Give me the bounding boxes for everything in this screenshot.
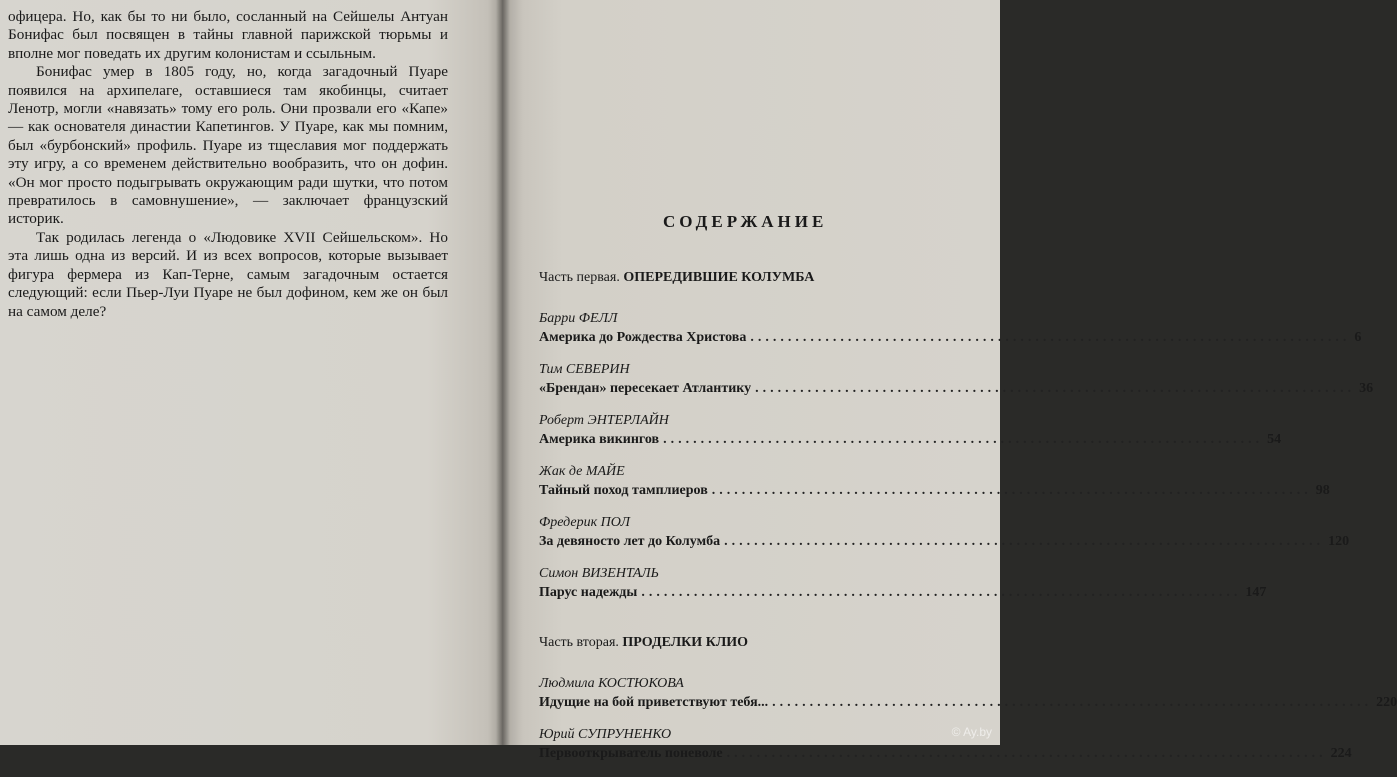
toc-line [539,693,1397,713]
toc-author: Юрий СУПРУНЕНКО [539,727,672,742]
dot-leader: ................................................................................ [750,330,1351,345]
dot-leader: ................................................................................ [641,585,1242,600]
toc-page-number: 220 [1376,695,1397,710]
toc-author: Фредерик ПОЛ [539,515,630,530]
toc-page-number: 120 [1328,534,1350,549]
dot-leader: ................................................................................ [724,534,1325,549]
table-of-contents [539,270,1397,777]
toc-line [539,481,1330,501]
left-page [0,0,503,745]
toc-author: Тим СЕВЕРИН [539,362,630,377]
toc-author: Барри ФЕЛЛ [539,311,618,326]
toc-line [539,379,1374,399]
toc-title-text: Идущие на бой приветствуют тебя... [539,695,769,710]
toc-line [539,328,1362,348]
toc-title-text: За девяносто лет до Колумба [539,534,721,549]
body-text [8,8,448,321]
toc-entry [539,361,1374,399]
toc-author: Роберт ЭНТЕРЛАЙН [539,413,669,428]
dot-leader: ................................................................................ [726,746,1327,761]
toc-line [539,744,1352,764]
part-heading-1 [539,270,975,288]
right-page [503,0,1397,761]
toc-title-text: «Брендан» пересекает Атлантику [539,381,752,396]
toc-entry [539,565,1267,603]
toc-title-text: Америка до Рождества Христова [539,330,747,345]
toc-entry [539,675,1397,713]
part-prefix: Часть вторая. [539,635,619,650]
paragraph: Так родилась легенда о «Людовике XVII Сейшельском». Но эта лишь одна из версий. И из всех вопросов, которые вызывает фигура фермера из Кап-Терне, самым загадочным остается следующий: если Пьер-Луи Пуаре не был дофином, кем же он был на самом деле? [8,228,448,320]
paragraph: Бонифас умер в 1805 году, но, когда загадочный Пуаре появился на архипелаге, оставшиеся там якобинцы, считает Ленотр, могли «навязать» тому его роль. Они прозвали его «Капе» — как основателя династии Капетингов. У Пуаре, как мы помним, был «бурбонский» профиль. Пуаре из тщеславия мог поддержать эту игру, а со временем действительно вообразить, что он дофин. «Он мог просто подыгрывать окружающим ради шутки, что потом превратилось в самовнушение», — заключает французский историк. [8,63,448,228]
part2-entries [539,675,1397,764]
toc-line [539,583,1267,603]
toc-line [539,430,1282,450]
toc-entry [539,412,1282,450]
part-heading-2 [539,635,975,653]
dot-leader: ................................................................................ [755,381,1356,396]
toc-author: Жак де МАЙЕ [539,464,625,479]
paragraph: офицера. Но, как бы то ни было, сосланный на Сейшелы Антуан Бонифас был посвящен в тайны главной парижской тюрьмы и вполне мог поведать их другим колонистам и ссыльным. [8,8,448,62]
watermark: © Ay.by [951,725,992,739]
toc-entry [539,463,1330,501]
toc-page-number: 54 [1267,432,1282,447]
toc-title-text: Америка викингов [539,432,660,447]
toc-page-number: 224 [1330,746,1352,761]
part1-entries [539,310,1374,603]
dot-leader: ................................................................................ [711,483,1312,498]
part-name: ПРОДЕЛКИ КЛИО [622,635,749,650]
dot-leader: ................................................................................ [663,432,1264,447]
toc-entry [539,726,1352,764]
book-spine [496,0,510,745]
part-prefix: Часть первая. [539,270,620,285]
toc-page-number: 98 [1315,483,1330,498]
toc-title-text: Парус надежды [539,585,638,600]
toc-title-text: Первооткрыватель поневоле [539,746,723,761]
toc-page-number: 147 [1245,585,1267,600]
toc-entry [539,310,1362,348]
toc-line [539,532,1350,552]
toc-author: Симон ВИЗЕНТАЛЬ [539,566,659,581]
toc-author: Людмила КОСТЮКОВА [539,676,684,691]
toc-title-text: Тайный поход тамплиеров [539,483,708,498]
toc-entry [539,514,1350,552]
dot-leader: ................................................................................ [772,695,1373,710]
toc-page-number: 6 [1354,330,1362,345]
part-name: ОПЕРЕДИВШИЕ КОЛУМБА [623,270,815,285]
toc-title: СОДЕРЖАНИЕ [663,212,828,231]
toc-page-number: 36 [1359,381,1374,396]
